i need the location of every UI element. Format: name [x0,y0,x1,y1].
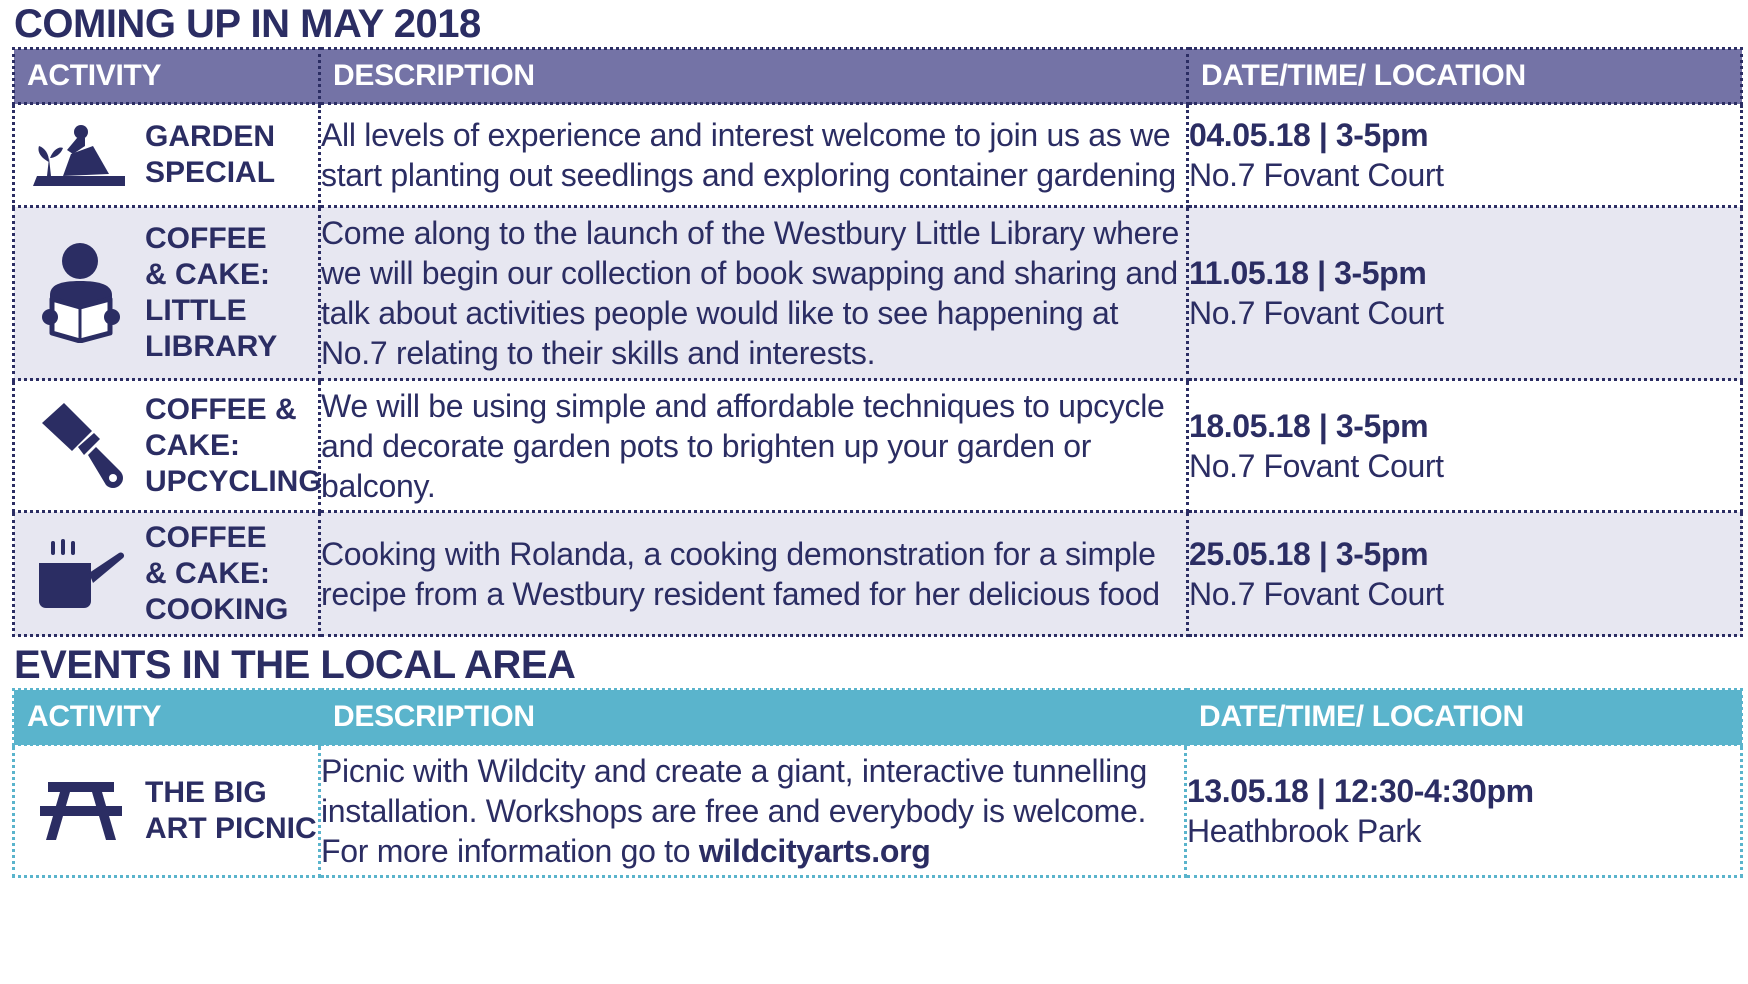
activity-name: COFFEE & CAKE: LITTLE LIBRARY [145,222,278,363]
event-datetime: 18.05.18 | 3-5pm [1189,407,1429,444]
local-section-title: EVENTS IN THE LOCAL AREA [14,643,576,687]
gardening-icon [29,105,133,205]
activity-name: COFFEE & CAKE: UPCYCLING [145,392,322,498]
date-time-location-cell [1188,104,1742,207]
table-row [14,380,1742,512]
event-datetime: 11.05.18 | 3-5pm [1189,255,1427,291]
event-location: No.7 Fovant Court [1189,295,1444,331]
col-header-date-time-location: DATE/TIME/ LOCATION [1188,49,1742,104]
wildcity-link[interactable]: wildcityarts.org [698,832,931,869]
table-row [14,512,1742,636]
date-time-location-cell [1188,512,1742,636]
col-header-description: DESCRIPTION [320,690,1186,745]
table-header-row [14,49,1742,104]
date-time-location-cell [1188,207,1742,380]
event-location: No.7 Fovant Court [1189,447,1444,484]
event-datetime: 13.05.18 | 12:30-4:30pm [1187,772,1534,809]
may-events-table [12,47,1743,637]
date-time-location-cell [1186,745,1742,877]
activity-name: THE BIG ART PICNIC [145,775,317,845]
description-text: Picnic with Wildcity and create a giant, interactive tunnelling installation. Workshops are free and everybody is welcome. For more information go to [321,752,1147,869]
col-header-description: DESCRIPTION [320,49,1188,104]
picnic-table-icon [29,761,133,861]
col-header-activity: ACTIVITY [14,49,320,104]
description-cell [320,745,1186,877]
event-datetime: 04.05.18 | 3-5pm [1189,117,1429,153]
col-header-activity: ACTIVITY [14,690,320,745]
table-row [14,207,1742,380]
activity-cell [14,104,320,207]
description-cell: Come along to the launch of the Westbury Little Library where we will begin our collection of book swapping and sharing and talk about activities people would like to see happening at No.7 relating to their skills and interests. [320,207,1188,380]
description-cell: Cooking with Rolanda, a cooking demonstration for a simple recipe from a Westbury resident famed for her delicious food [320,512,1188,636]
event-location: Heathbrook Park [1187,812,1422,849]
activity-cell [14,207,320,380]
table-header-row [14,690,1742,745]
activity-cell [14,380,320,512]
table-row [14,104,1742,207]
reading-person-icon [29,243,133,343]
event-location: No.7 Fovant Court [1189,575,1444,612]
col-header-date-time-location: DATE/TIME/ LOCATION [1186,690,1742,745]
date-time-location-cell [1188,380,1742,512]
table-row [14,745,1742,877]
description-cell: All levels of experience and interest welcome to join us as we start planting out seedlings and exploring container gardening [320,104,1188,207]
paintbrush-icon [29,396,133,496]
activity-name: GARDEN SPECIAL [145,120,276,189]
local-events-table [12,688,1743,878]
cooking-pot-icon [29,524,133,624]
may-section-title: COMING UP IN MAY 2018 [14,2,481,46]
description-cell: We will be using simple and affordable techniques to upcycle and decorate garden pots to brighten up your garden or balcony. [320,380,1188,512]
activity-cell [14,745,320,877]
event-location: No.7 Fovant Court [1189,157,1444,193]
activity-name: COFFEE & CAKE: COOKING [145,520,289,626]
activity-cell [14,512,320,636]
event-datetime: 25.05.18 | 3-5pm [1189,535,1429,572]
